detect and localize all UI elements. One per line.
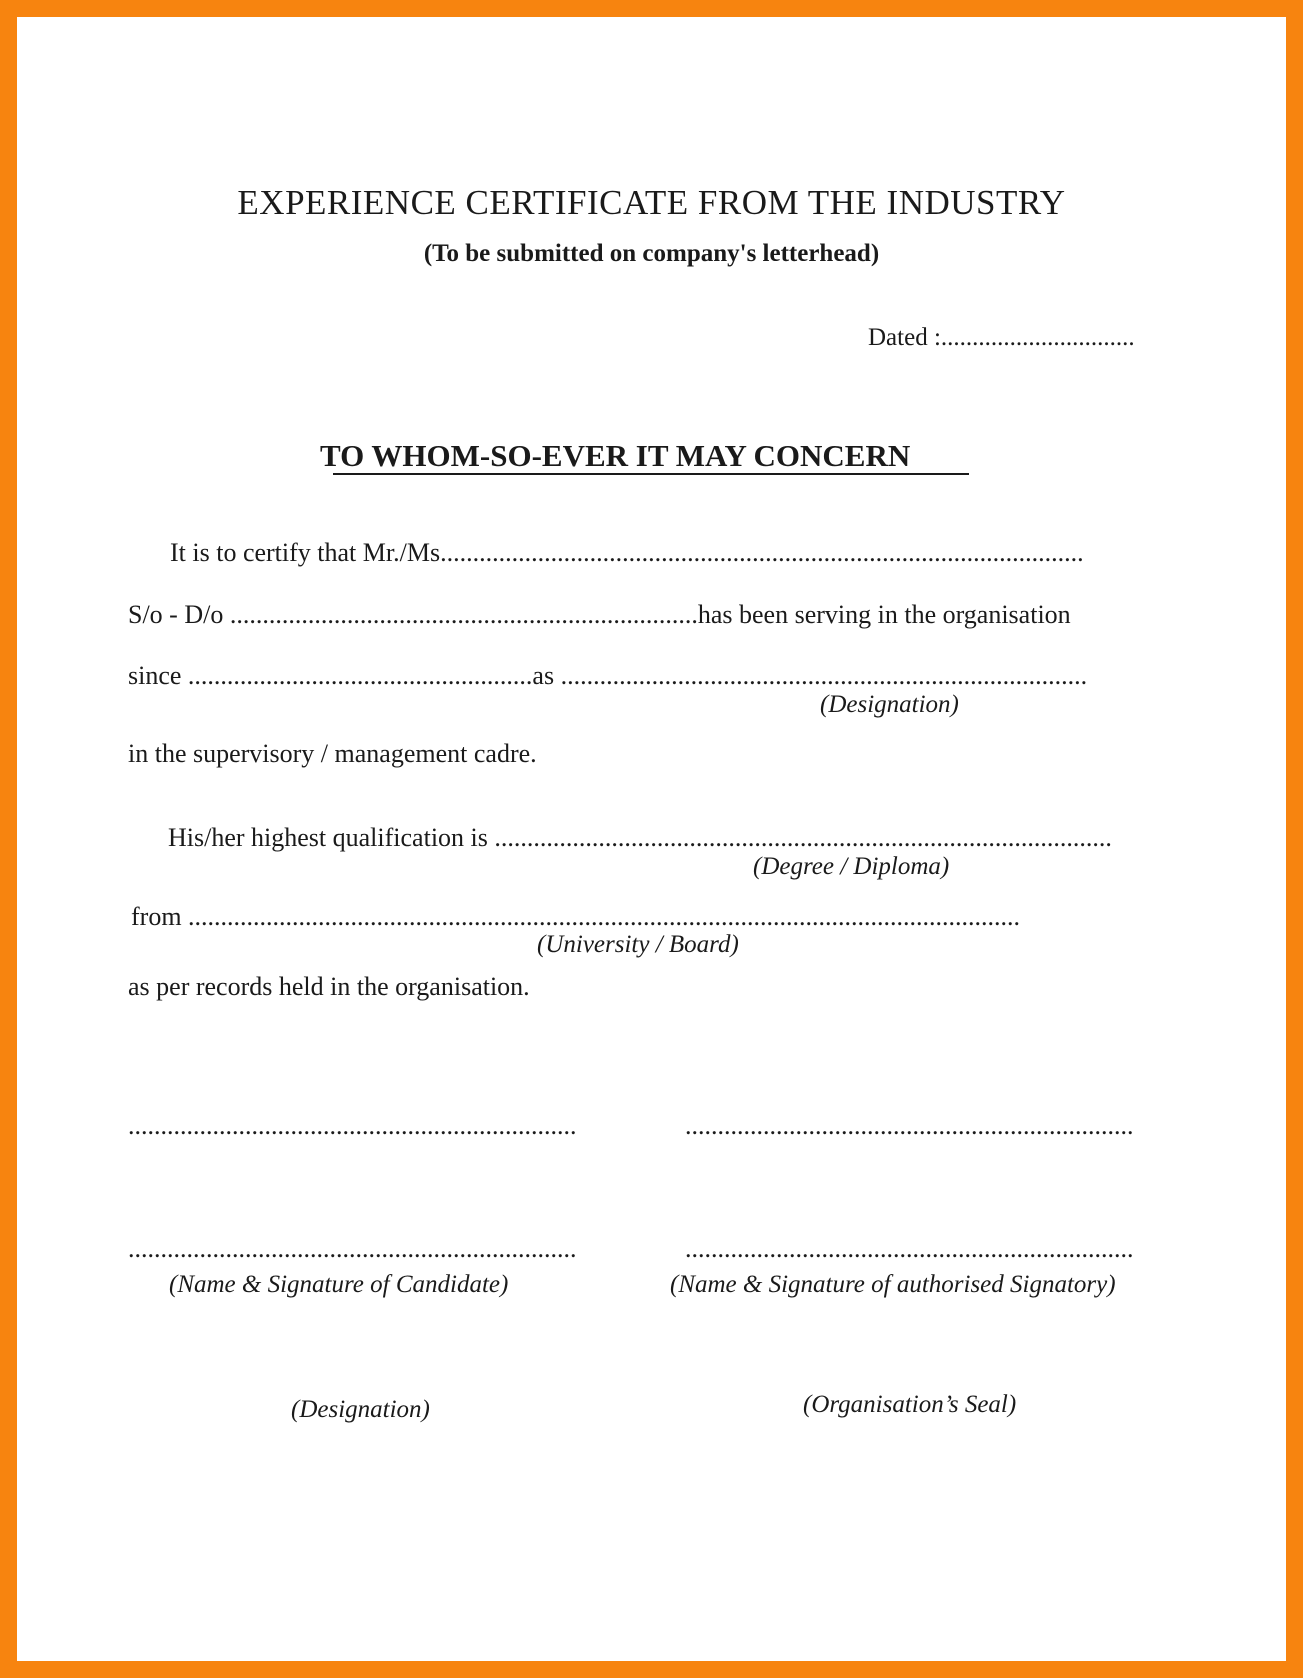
left-signature-line-1: ..................................................................... — [128, 1111, 577, 1140]
university-caption: (University / Board) — [537, 931, 739, 958]
organisation-seal: (Organisation’s Seal) — [803, 1391, 1017, 1418]
heading-underline — [333, 473, 969, 475]
cadre-line: in the supervisory / management cadre. — [128, 739, 537, 768]
dated-field: Dated :............................... — [868, 324, 1135, 351]
designation-caption: (Designation) — [820, 691, 959, 718]
designation-footer: (Designation) — [291, 1396, 430, 1423]
right-signature-line-2: ..................................................................... — [685, 1234, 1134, 1263]
certificate-subtitle: (To be submitted on company's letterhead) — [423, 240, 880, 267]
degree-caption: (Degree / Diploma) — [753, 853, 950, 880]
signatory-signature-caption: (Name & Signature of authorised Signatory) — [670, 1271, 1116, 1298]
concern-heading: TO WHOM-SO-EVER IT MAY CONCERN — [320, 438, 911, 473]
right-signature-line-1: ..................................................................... — [685, 1111, 1134, 1140]
certificate-title: EXPERIENCE CERTIFICATE FROM THE INDUSTRY — [237, 183, 1066, 222]
candidate-signature-caption: (Name & Signature of Candidate) — [169, 1271, 509, 1298]
qualification-line: His/her highest qualification is ............................................................................................... — [168, 823, 1112, 852]
son-of-line: S/o - D/o ........................................................................has been serving in the organisation — [128, 600, 1071, 629]
certify-line: It is to certify that Mr./Ms................................................................................................... — [170, 538, 1084, 567]
since-line: since .....................................................as ................................................................................. — [128, 661, 1088, 690]
left-signature-line-2: ..................................................................... — [128, 1234, 577, 1263]
records-line: as per records held in the organisation. — [128, 972, 530, 1001]
from-line: from ................................................................................................................................ — [131, 902, 1021, 931]
